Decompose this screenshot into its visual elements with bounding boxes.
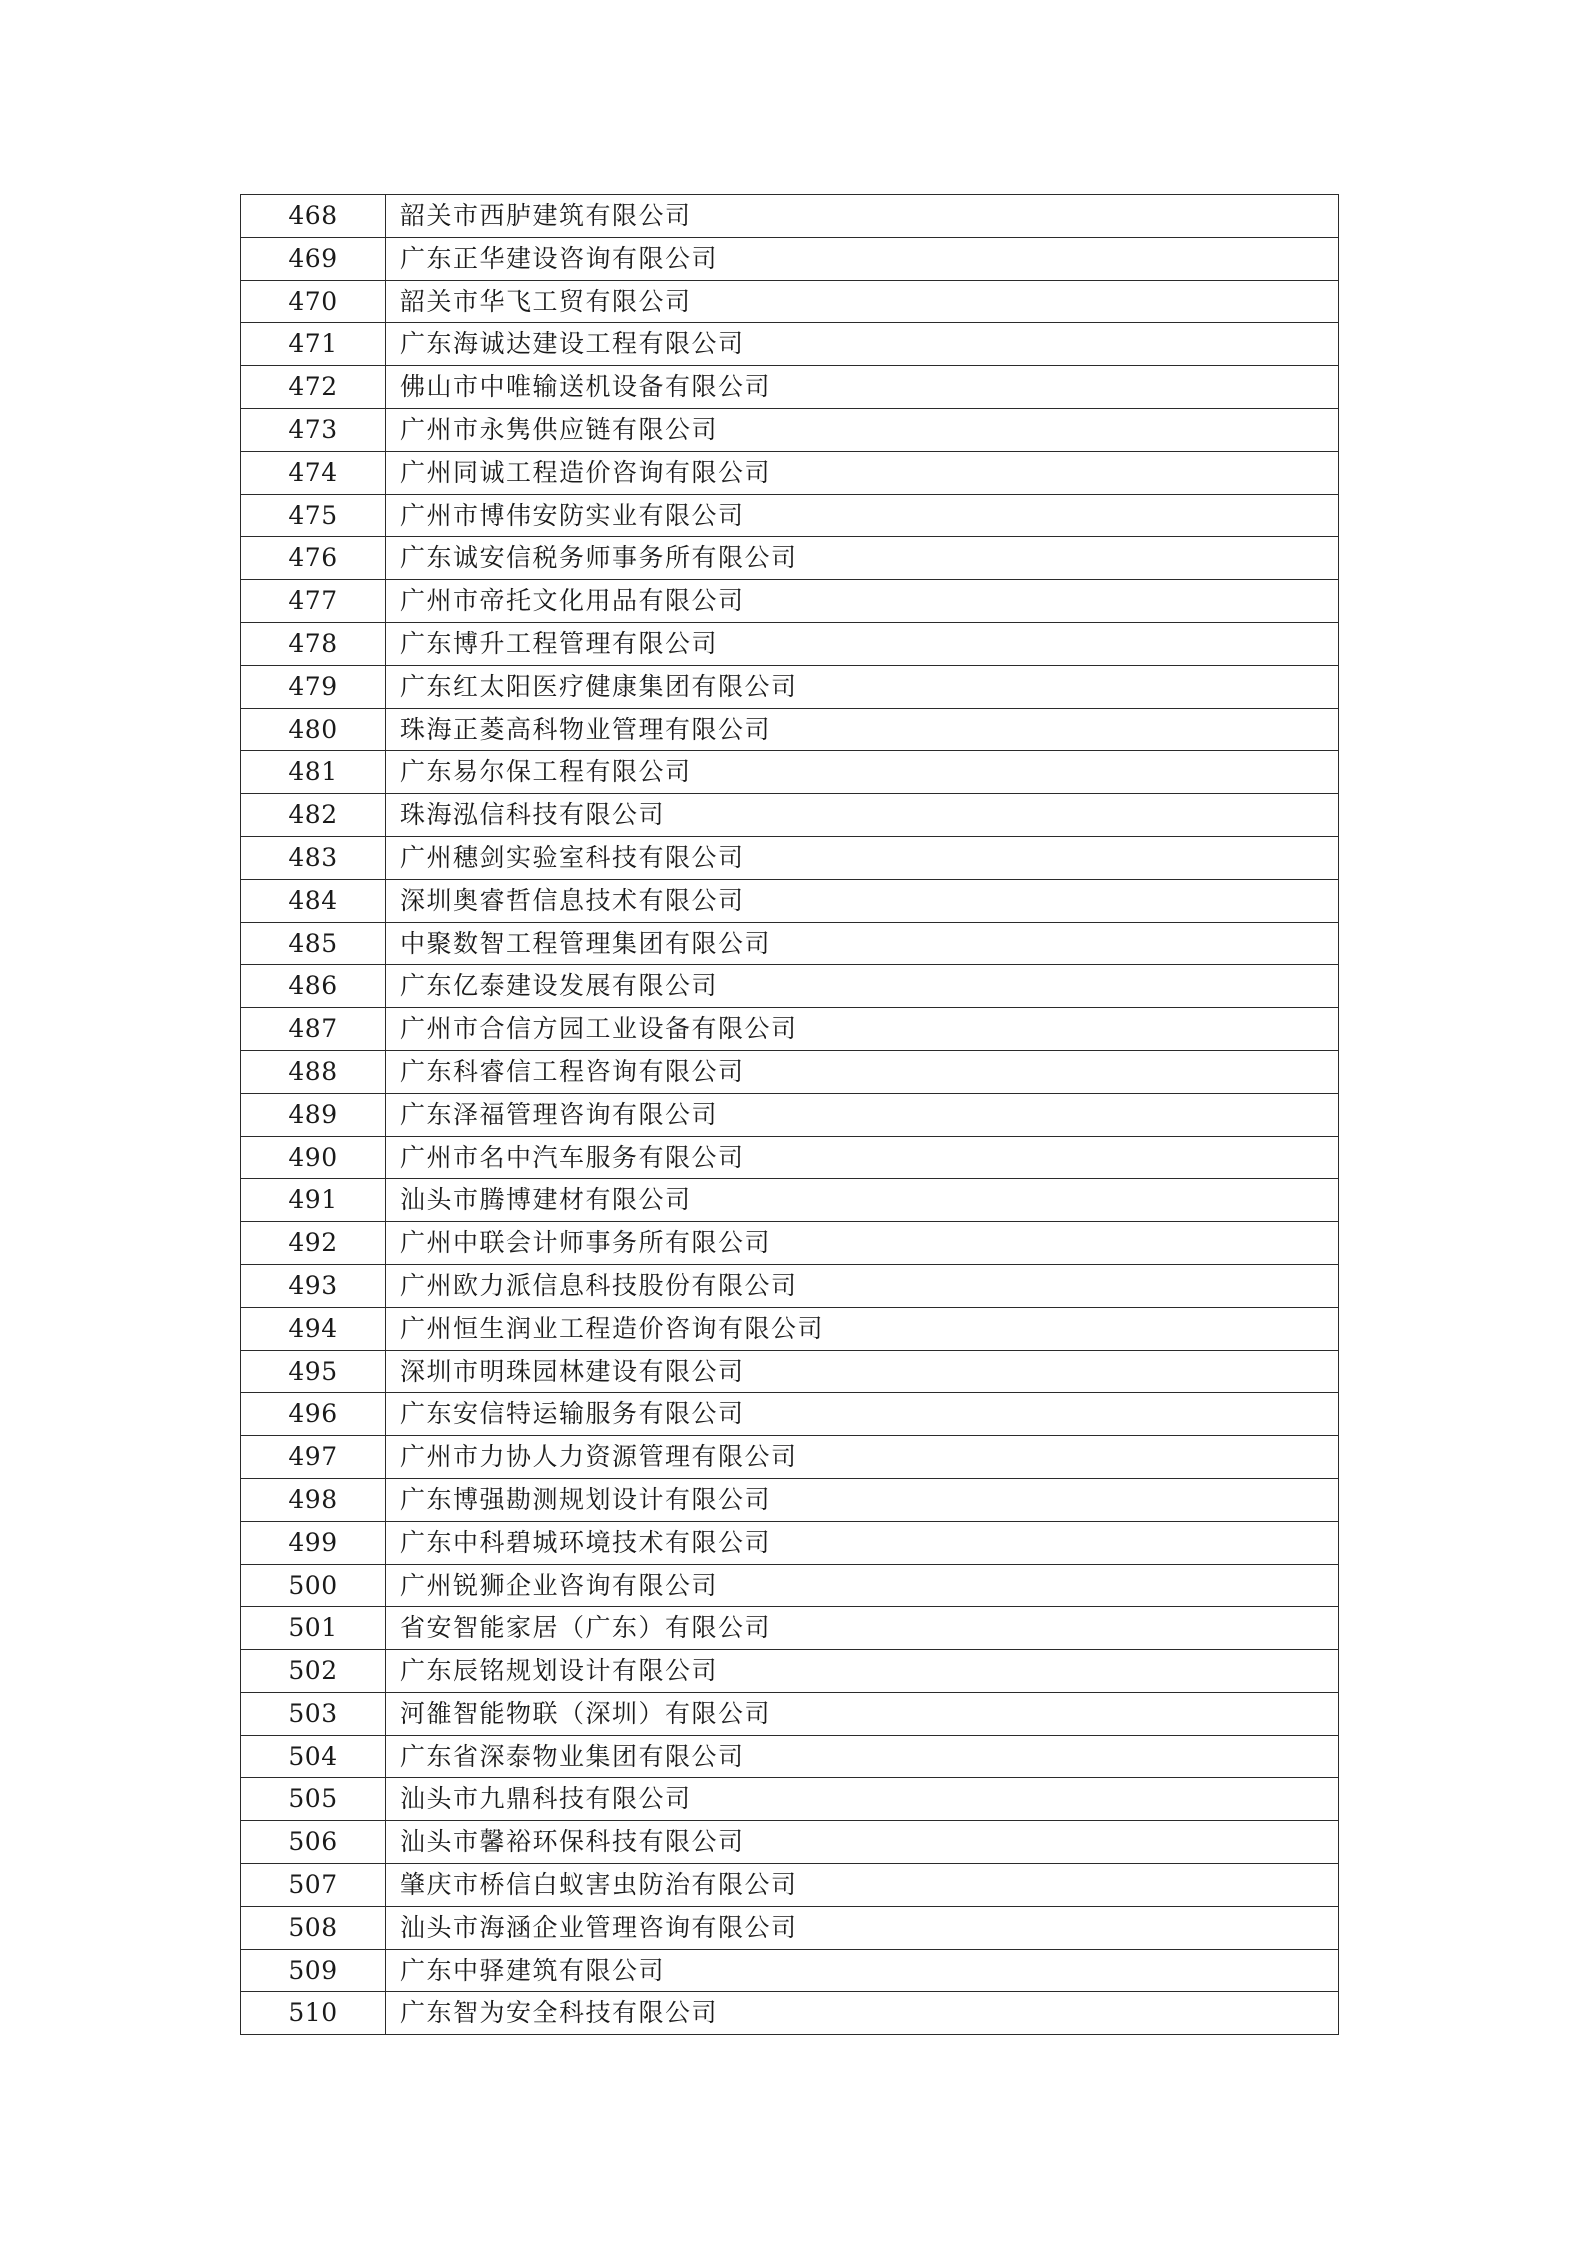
table-row	[241, 665, 1339, 708]
table-row	[241, 366, 1339, 409]
table-row	[241, 1692, 1339, 1735]
table-row	[241, 1607, 1339, 1650]
company-name: 广东易尔保工程有限公司	[386, 751, 1339, 794]
table-row	[241, 794, 1339, 837]
row-number: 483	[241, 836, 386, 879]
row-number: 473	[241, 408, 386, 451]
table-row	[241, 836, 1339, 879]
company-name: 深圳奥睿哲信息技术有限公司	[386, 879, 1339, 922]
row-number: 503	[241, 1692, 386, 1735]
table-row	[241, 1650, 1339, 1693]
company-list-body	[241, 195, 1339, 2035]
company-name: 广州市博伟安防实业有限公司	[386, 494, 1339, 537]
company-name: 广东博升工程管理有限公司	[386, 622, 1339, 665]
table-row	[241, 1821, 1339, 1864]
table-row	[241, 1179, 1339, 1222]
company-name: 广州锐狮企业咨询有限公司	[386, 1564, 1339, 1607]
company-name: 广州中联会计师事务所有限公司	[386, 1222, 1339, 1265]
row-number: 500	[241, 1564, 386, 1607]
row-number: 478	[241, 622, 386, 665]
table-row	[241, 1136, 1339, 1179]
table-row	[241, 1222, 1339, 1265]
row-number: 469	[241, 237, 386, 280]
company-name: 广东省深泰物业集团有限公司	[386, 1735, 1339, 1778]
row-number: 485	[241, 922, 386, 965]
table-row	[241, 751, 1339, 794]
row-number: 489	[241, 1093, 386, 1136]
row-number: 508	[241, 1906, 386, 1949]
row-number: 475	[241, 494, 386, 537]
company-list-table	[240, 194, 1339, 2035]
table-row	[241, 1436, 1339, 1479]
row-number: 479	[241, 665, 386, 708]
company-name: 广东中科碧城环境技术有限公司	[386, 1521, 1339, 1564]
table-row	[241, 1050, 1339, 1093]
table-row	[241, 965, 1339, 1008]
table-row	[241, 237, 1339, 280]
table-row	[241, 1093, 1339, 1136]
table-row	[241, 622, 1339, 665]
table-row	[241, 1008, 1339, 1051]
company-name: 广东泽福管理咨询有限公司	[386, 1093, 1339, 1136]
company-name: 广东博强勘测规划设计有限公司	[386, 1478, 1339, 1521]
company-name: 珠海泓信科技有限公司	[386, 794, 1339, 837]
row-number: 481	[241, 751, 386, 794]
row-number: 491	[241, 1179, 386, 1222]
company-name: 广州市合信方园工业设备有限公司	[386, 1008, 1339, 1051]
row-number: 506	[241, 1821, 386, 1864]
row-number: 488	[241, 1050, 386, 1093]
table-row	[241, 1350, 1339, 1393]
row-number: 471	[241, 323, 386, 366]
table-row	[241, 280, 1339, 323]
row-number: 497	[241, 1436, 386, 1479]
table-row	[241, 1393, 1339, 1436]
company-name: 韶关市华飞工贸有限公司	[386, 280, 1339, 323]
table-row	[241, 1307, 1339, 1350]
company-name: 广东正华建设咨询有限公司	[386, 237, 1339, 280]
company-name: 广州市力协人力资源管理有限公司	[386, 1436, 1339, 1479]
row-number: 470	[241, 280, 386, 323]
table-row	[241, 195, 1339, 238]
company-name: 珠海正菱高科物业管理有限公司	[386, 708, 1339, 751]
row-number: 486	[241, 965, 386, 1008]
table-row	[241, 1864, 1339, 1907]
company-name: 肇庆市桥信白蚁害虫防治有限公司	[386, 1864, 1339, 1907]
table-row	[241, 879, 1339, 922]
company-name: 韶关市西胪建筑有限公司	[386, 195, 1339, 238]
row-number: 476	[241, 537, 386, 580]
row-number: 484	[241, 879, 386, 922]
row-number: 499	[241, 1521, 386, 1564]
company-name: 省安智能家居（广东）有限公司	[386, 1607, 1339, 1650]
table-row	[241, 1778, 1339, 1821]
company-name: 广东红太阳医疗健康集团有限公司	[386, 665, 1339, 708]
row-number: 495	[241, 1350, 386, 1393]
row-number: 507	[241, 1864, 386, 1907]
company-name: 河雒智能物联（深圳）有限公司	[386, 1692, 1339, 1735]
table-row	[241, 494, 1339, 537]
company-name: 中聚数智工程管理集团有限公司	[386, 922, 1339, 965]
row-number: 474	[241, 451, 386, 494]
company-name: 汕头市九鼎科技有限公司	[386, 1778, 1339, 1821]
company-name: 广州穗剑实验室科技有限公司	[386, 836, 1339, 879]
company-name: 广州市永隽供应链有限公司	[386, 408, 1339, 451]
table-row	[241, 922, 1339, 965]
table-row	[241, 1264, 1339, 1307]
row-number: 492	[241, 1222, 386, 1265]
row-number: 493	[241, 1264, 386, 1307]
company-name: 广东辰铭规划设计有限公司	[386, 1650, 1339, 1693]
company-name: 汕头市海涵企业管理咨询有限公司	[386, 1906, 1339, 1949]
row-number: 472	[241, 366, 386, 409]
row-number: 468	[241, 195, 386, 238]
company-name: 广东亿泰建设发展有限公司	[386, 965, 1339, 1008]
row-number: 501	[241, 1607, 386, 1650]
row-number: 502	[241, 1650, 386, 1693]
table-row	[241, 580, 1339, 623]
company-name: 深圳市明珠园林建设有限公司	[386, 1350, 1339, 1393]
row-number: 496	[241, 1393, 386, 1436]
row-number: 487	[241, 1008, 386, 1051]
company-name: 汕头市腾博建材有限公司	[386, 1179, 1339, 1222]
company-name: 汕头市馨裕环保科技有限公司	[386, 1821, 1339, 1864]
company-name: 广东科睿信工程咨询有限公司	[386, 1050, 1339, 1093]
row-number: 480	[241, 708, 386, 751]
company-name: 广州恒生润业工程造价咨询有限公司	[386, 1307, 1339, 1350]
table-row	[241, 408, 1339, 451]
row-number: 498	[241, 1478, 386, 1521]
table-row	[241, 708, 1339, 751]
row-number: 505	[241, 1778, 386, 1821]
row-number: 510	[241, 1992, 386, 2035]
table-row	[241, 451, 1339, 494]
table-row	[241, 1949, 1339, 1992]
company-name: 广东中驿建筑有限公司	[386, 1949, 1339, 1992]
table-row	[241, 1735, 1339, 1778]
row-number: 509	[241, 1949, 386, 1992]
table-row	[241, 1992, 1339, 2035]
table-row	[241, 1521, 1339, 1564]
row-number: 482	[241, 794, 386, 837]
table-row	[241, 1564, 1339, 1607]
table-row	[241, 323, 1339, 366]
company-name: 广东安信特运输服务有限公司	[386, 1393, 1339, 1436]
company-name: 广州市名中汽车服务有限公司	[386, 1136, 1339, 1179]
table-row	[241, 537, 1339, 580]
row-number: 477	[241, 580, 386, 623]
row-number: 504	[241, 1735, 386, 1778]
table-row	[241, 1906, 1339, 1949]
row-number: 490	[241, 1136, 386, 1179]
table-row	[241, 1478, 1339, 1521]
company-name: 广州市帝托文化用品有限公司	[386, 580, 1339, 623]
company-name: 广东智为安全科技有限公司	[386, 1992, 1339, 2035]
company-name: 广州欧力派信息科技股份有限公司	[386, 1264, 1339, 1307]
company-name: 佛山市中唯输送机设备有限公司	[386, 366, 1339, 409]
company-name: 广州同诚工程造价咨询有限公司	[386, 451, 1339, 494]
company-name: 广东海诚达建设工程有限公司	[386, 323, 1339, 366]
company-name: 广东诚安信税务师事务所有限公司	[386, 537, 1339, 580]
row-number: 494	[241, 1307, 386, 1350]
